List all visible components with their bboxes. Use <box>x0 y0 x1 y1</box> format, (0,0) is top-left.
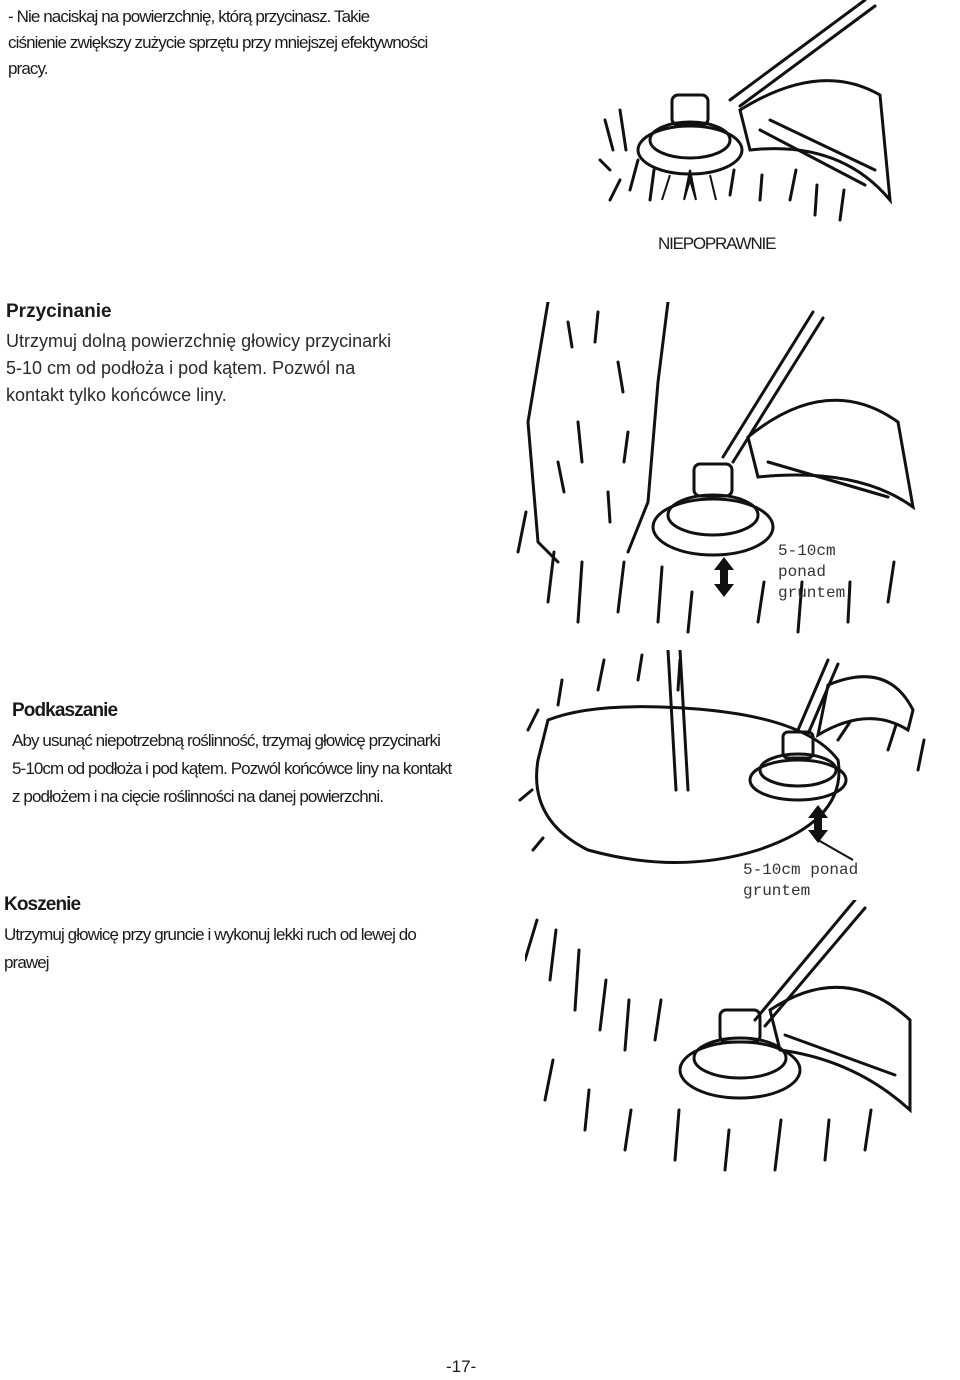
mowing-body: Utrzymuj głowicę przy gruncie i wykonuj lekki ruch od lewej do prawej <box>4 925 416 972</box>
trimming-body: Utrzymuj dolną powierzchnię głowicy przycinarki 5-10 cm od podłoża i pod kątem. Pozwól na kontakt tylko końcówce liny. <box>6 331 392 405</box>
edging-height-label: 5-10cm ponad gruntem <box>743 861 859 900</box>
figure-edging <box>508 650 938 880</box>
edging-body: Aby usunąć niepotrzebną roślinność, trzymaj głowicę przycinarki 5-10cm od podłoża i pod kątem. Pozwól końcówce liny na kontakt z podłożem i na cięcie roślinności na danej powierzchni. <box>12 731 452 806</box>
figure-incorrect-usage <box>590 0 920 235</box>
incorrect-label: NIEPOPRAWNIE <box>658 234 776 253</box>
warning-text: - Nie naciskaj na powierzchnię, którą przycinasz. Takie ciśnienie zwiększy zużycie sprzętu przy mniejszej efektywności pracy. <box>8 7 428 78</box>
page-number: -17- <box>446 1357 477 1376</box>
trimming-height-label: 5-10cm ponad gruntem <box>778 542 846 602</box>
mowing-heading: Koszenie <box>4 894 81 915</box>
trimming-heading: Przycinanie <box>6 301 112 322</box>
figure-mowing <box>525 900 935 1190</box>
edging-heading: Podkaszanie <box>12 700 118 721</box>
